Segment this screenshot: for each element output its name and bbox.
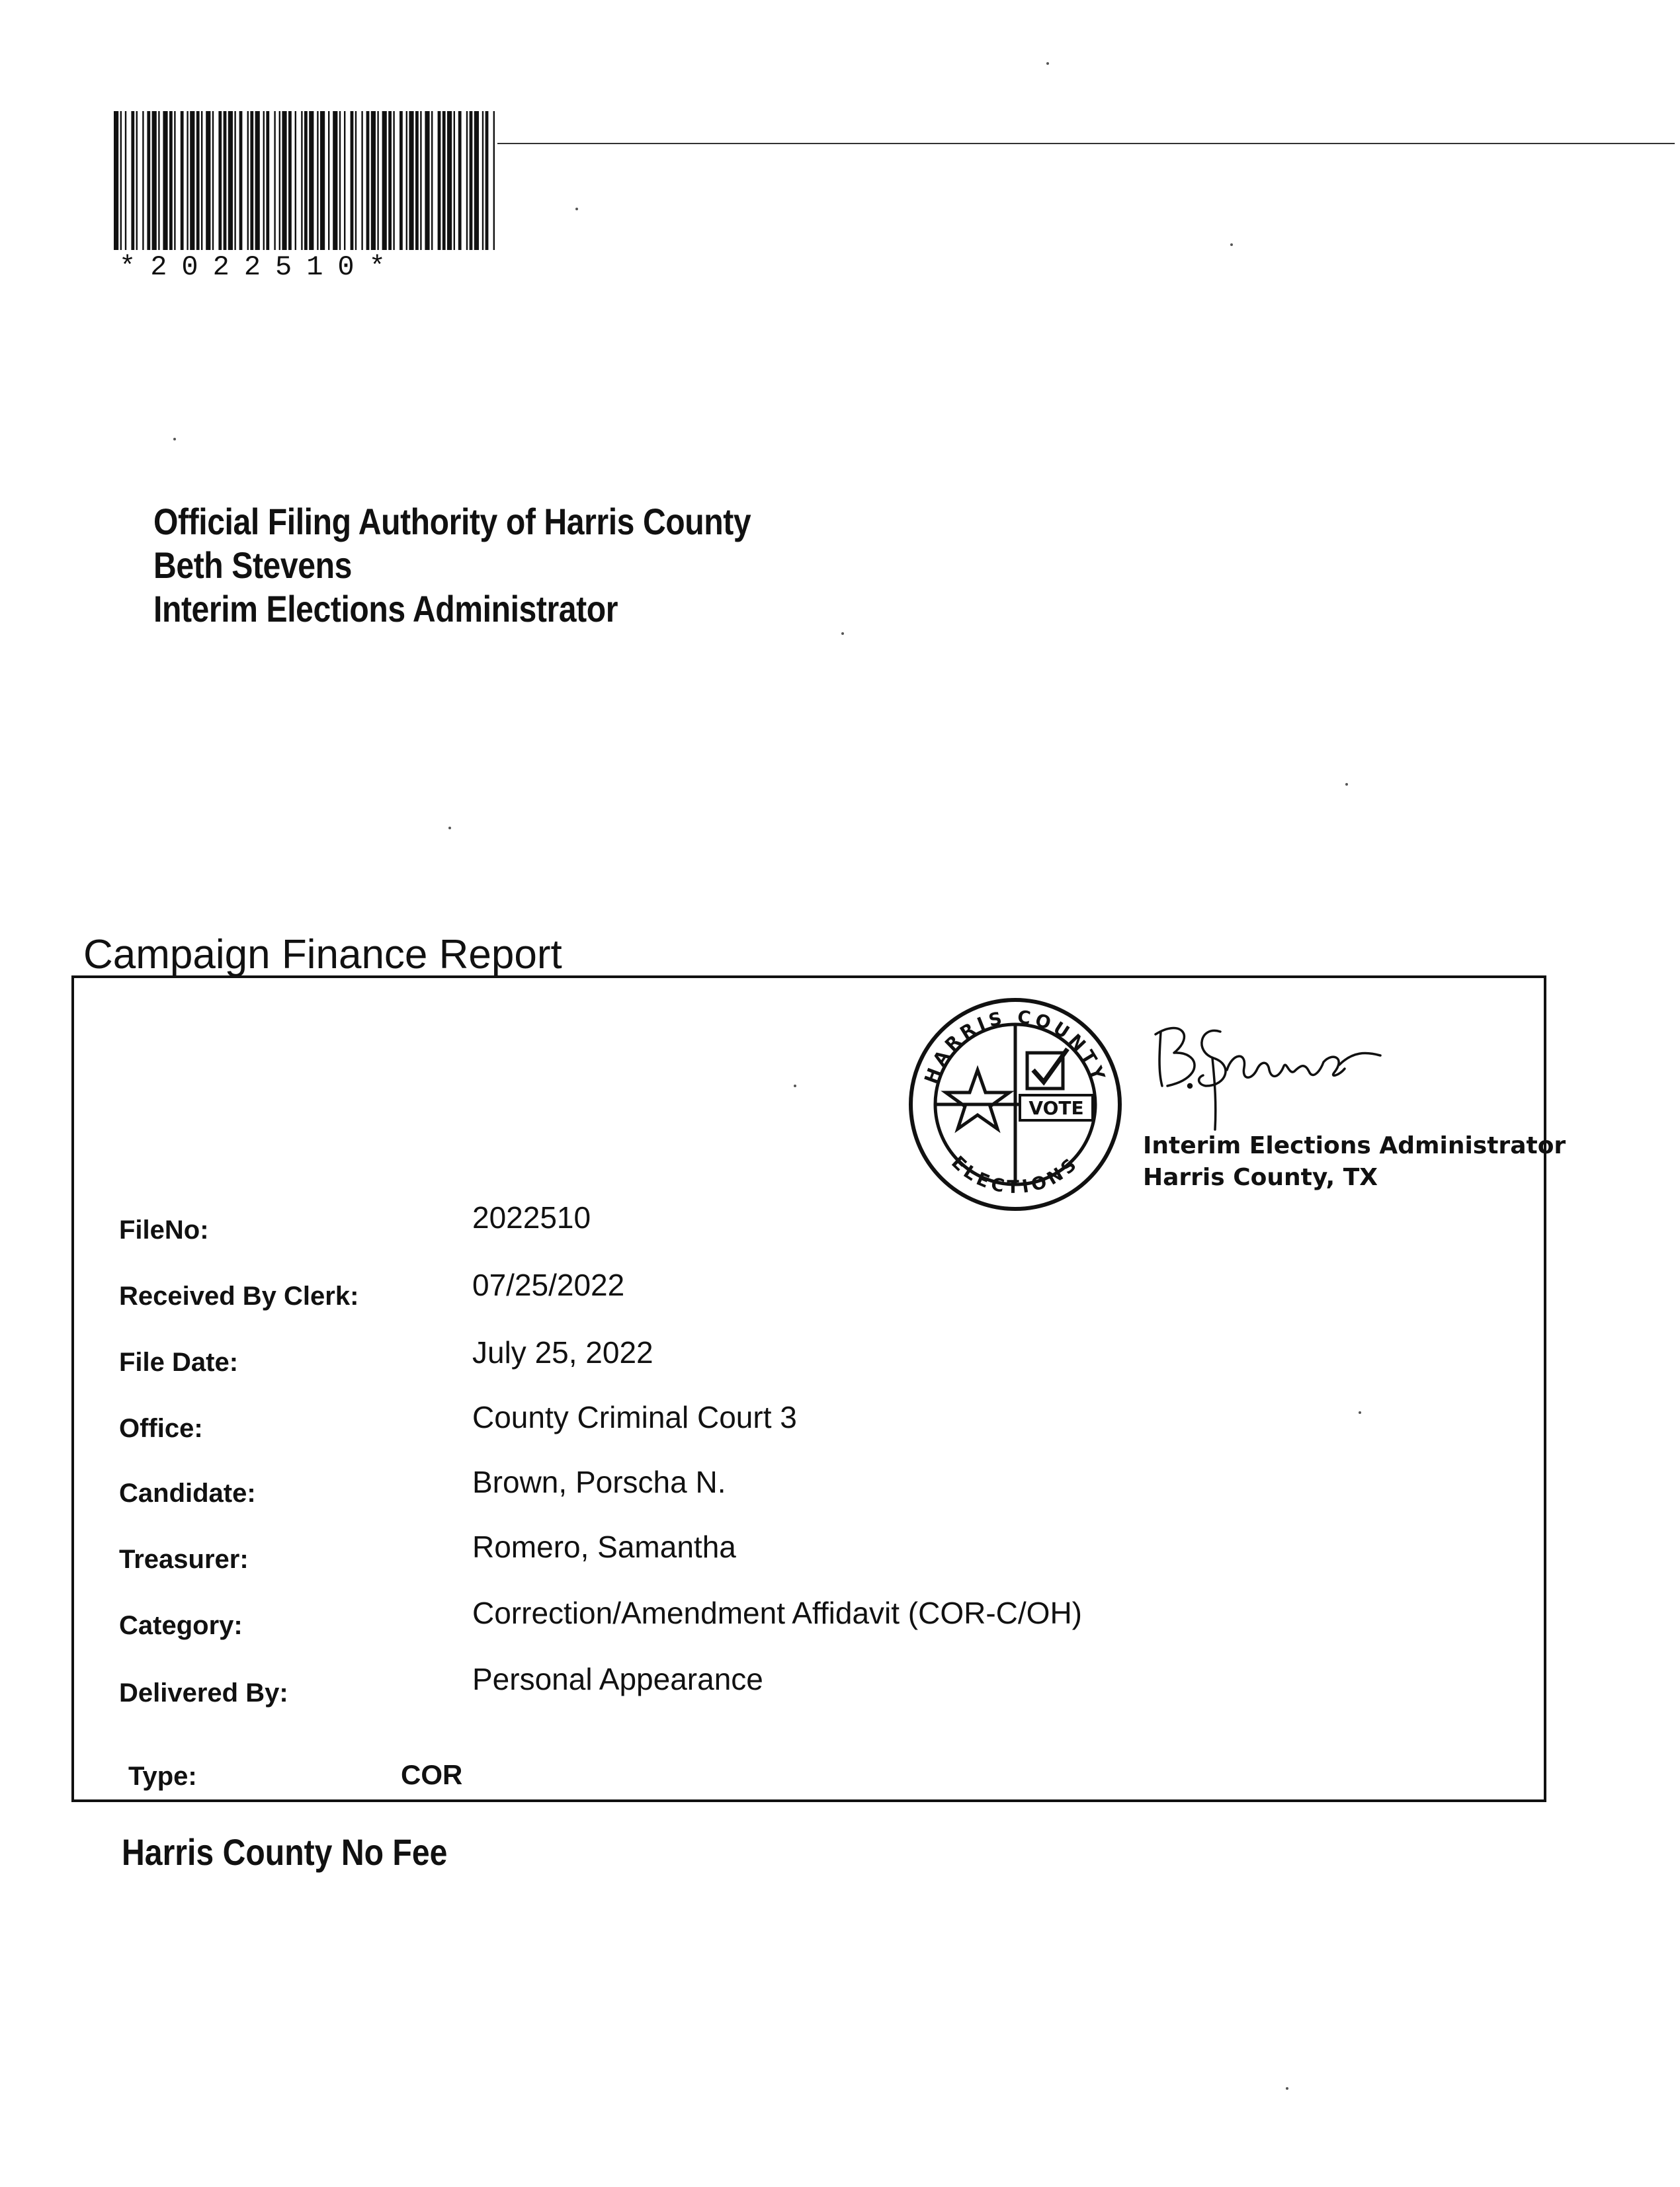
field-label-treasurer: Treasurer: <box>119 1545 249 1574</box>
filing-authority-title: Official Filing Authority of Harris County <box>153 501 751 542</box>
barcode <box>111 111 496 250</box>
administrator-name: Beth Stevens <box>153 544 352 586</box>
field-label-type: Type: <box>128 1762 197 1791</box>
scan-speck <box>1286 2087 1288 2090</box>
signature <box>1148 1012 1392 1131</box>
field-value-file-date: July 25, 2022 <box>472 1335 653 1370</box>
seal-top-text: HARRIS COUNTY <box>921 1007 1110 1087</box>
field-label-file-date: File Date: <box>119 1348 239 1377</box>
field-label-candidate: Candidate: <box>119 1479 256 1508</box>
seal-bottom-text: ELECTIONS <box>947 1152 1083 1198</box>
field-label-delivered-by: Delivered By: <box>119 1678 288 1708</box>
barcode-digits: *2022510* <box>119 251 400 283</box>
scan-speck <box>1046 62 1049 65</box>
field-label-fileno: FileNo: <box>119 1216 209 1245</box>
scan-speck <box>794 1085 796 1087</box>
report-title: Campaign Finance Report <box>83 932 562 977</box>
scan-speck <box>1230 243 1233 246</box>
field-value-type: COR <box>401 1759 463 1790</box>
seal-vote-text: VOTE <box>1029 1097 1084 1119</box>
administrator-title: Interim Elections Administrator <box>153 588 618 630</box>
field-value-office: County Criminal Court 3 <box>472 1400 797 1434</box>
field-value-candidate: Brown, Porscha N. <box>472 1465 726 1499</box>
star-icon <box>946 1070 1009 1129</box>
fee-note: Harris County No Fee <box>122 1831 448 1873</box>
scan-speck <box>448 827 451 829</box>
field-value-delivered-by: Personal Appearance <box>472 1662 763 1696</box>
scan-speck <box>841 632 844 635</box>
field-value-category: Correction/Amendment Affidavit (COR-C/OH) <box>472 1596 1082 1630</box>
field-value-received-by-clerk: 07/25/2022 <box>472 1268 625 1302</box>
field-value-treasurer: Romero, Samantha <box>472 1530 736 1564</box>
scan-speck <box>575 208 578 210</box>
signature-caption-title: Interim Elections Administrator <box>1143 1132 1566 1159</box>
field-value-fileno: 2022510 <box>472 1200 591 1235</box>
scan-speck <box>1345 783 1348 786</box>
scan-speck <box>1359 1411 1361 1414</box>
field-label-category: Category: <box>119 1611 243 1640</box>
signature-caption-county: Harris County, TX <box>1143 1164 1378 1191</box>
harris-county-elections-seal <box>906 992 1124 1217</box>
scan-speck <box>173 438 176 440</box>
scan-line <box>497 143 1675 144</box>
field-label-received-by-clerk: Received By Clerk: <box>119 1282 359 1311</box>
field-label-office: Office: <box>119 1414 203 1443</box>
